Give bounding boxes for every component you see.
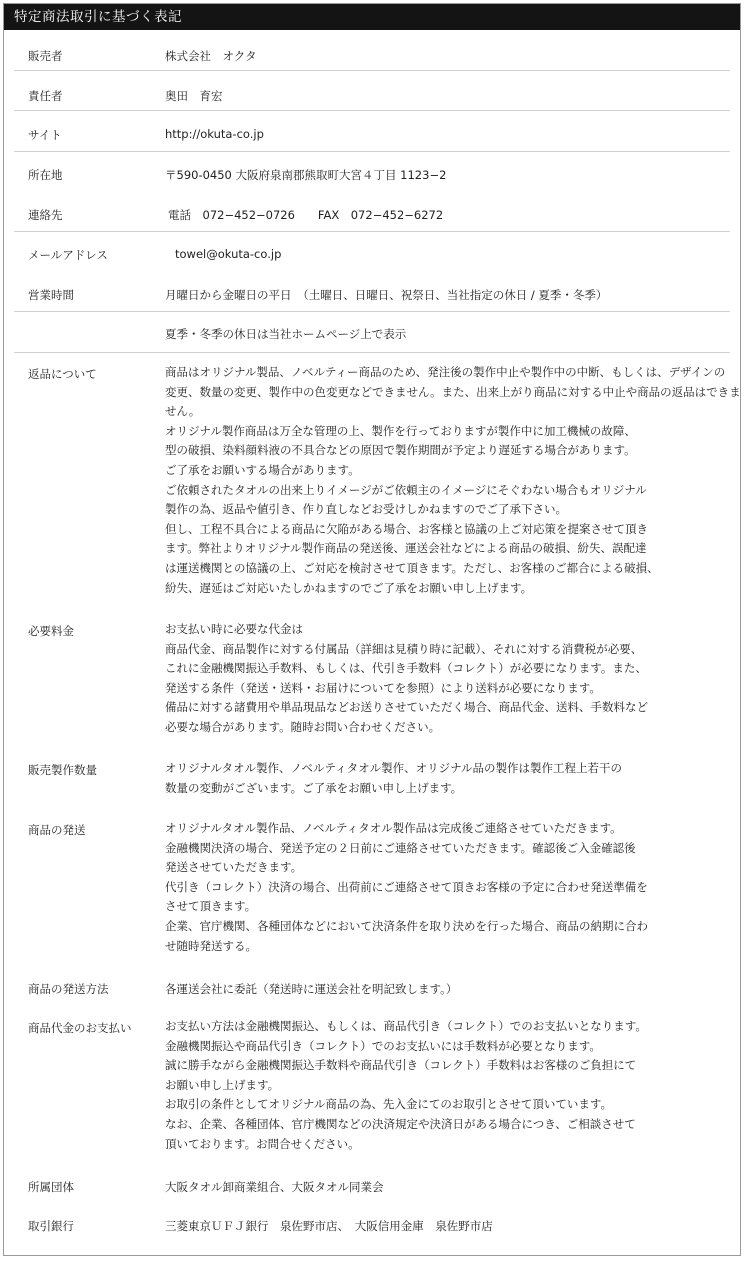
- text-line: お取引の条件としてオリジナル商品の為、先入金にてのお取引とさせて頂いています。: [165, 1097, 613, 1112]
- quantity-text: [165, 759, 622, 798]
- row-label: 連絡先: [28, 208, 63, 222]
- site-link[interactable]: http://okuta-co.jp: [165, 127, 264, 141]
- fees-text: [165, 620, 648, 738]
- row-value: 月曜日から金曜日の平日 （土曜日、日曜日、祝祭日、当社指定の休日 / 夏季・冬季）: [165, 288, 608, 302]
- text-line: 金融機関決済の場合、発送予定の２日前にご連絡させていただきます。確認後ご入金確認後: [165, 840, 636, 855]
- text-line: 発送させていただきます。: [165, 860, 303, 875]
- row-value: 〒590-0450 大阪府泉南郡熊取町大宮４丁目 1123−2: [165, 168, 447, 182]
- row-label: 所在地: [28, 168, 63, 182]
- row-value: 各運送会社に委託（発送時に運送会社を明記致します。）: [165, 982, 458, 996]
- text-line: お支払い方法は金融機関振込、もしくは、商品代引き（コレクト）でのお支払いとなります。: [165, 1019, 647, 1033]
- payment-text: [165, 1017, 647, 1154]
- text-line: ご依頼されたタオルの出来上りイメージがご依頼主のイメージにそぐわない場合もオリジナル: [165, 482, 647, 497]
- row-value: 株式会社 オクタ: [165, 49, 257, 63]
- text-line: 商品はオリジナル製品、ノベルティー商品のため、発注後の製作中止や製作中の中断、もしくは、デザインの: [165, 365, 726, 379]
- text-line: これに金融機関振込手数料、もしくは、代引き手数料（コレクト）が必要になります。また、: [165, 661, 647, 676]
- text-line: 金融機関振込や商品代引き（コレクト）でのお支払いには手数料が必要となります。: [165, 1038, 601, 1053]
- row-label: 必要料金: [28, 624, 74, 638]
- text-line: お支払い時に必要な代金は: [165, 622, 303, 636]
- text-line: 商品代金、商品製作に対する付属品（詳細は見積り時に記載）、それに対する消費税が必要、: [165, 641, 643, 656]
- row-label: 販売者: [28, 49, 63, 63]
- text-line: 頂いております。お問合せください。: [165, 1136, 360, 1151]
- text-line: 企業、官庁機関、各種団体などにおいて決済条件を取り決めを行った場合、商品の納期に合わ: [165, 918, 648, 933]
- divider: [14, 70, 730, 71]
- text-line: ご了承をお願いする場合があります。: [165, 462, 360, 477]
- row-label: メールアドレス: [28, 248, 108, 262]
- text-line: せん。: [165, 404, 201, 419]
- text-line: 変更、数量の変更、製作中の色変更などできません。また、出来上がり商品に対する中止や商品の返品はできま: [165, 384, 741, 399]
- email-link[interactable]: towel@okuta-co.jp: [175, 247, 282, 261]
- row-label: 販売製作数量: [28, 763, 97, 777]
- text-line: 数量の変動がございます。ご了承をお願い申し上げます。: [165, 780, 463, 795]
- row-label: 責任者: [28, 89, 63, 103]
- divider: [14, 151, 730, 152]
- row-value: 奥田 育宏: [165, 89, 223, 103]
- text-line: オリジナル製作商品は万全な管理の上、製作を行っておりますが製作中に加工機械の故障、: [165, 423, 636, 438]
- text-line: 製作の為、返品や値引き、作り直しなどお受けしかねますのでご了承下さい。: [165, 502, 568, 517]
- returns-text: [165, 363, 741, 598]
- row-label: 商品の発送方法: [28, 982, 109, 996]
- text-line: ます。弊社よりオリジナル製作商品の発送後、運送会社などによる商品の破損、紛失、誤配達: [165, 541, 647, 556]
- row-label: 所属団体: [28, 1180, 74, 1194]
- row-label: サイト: [28, 128, 62, 142]
- text-line: 紛失、遅延はご対応いたしかねますのでご了承をお願い申し上げます。: [165, 580, 533, 595]
- row-label: 商品の発送: [28, 823, 86, 837]
- text-line: せ随時発送する。: [165, 938, 257, 953]
- text-line: なお、企業、各種団体、官庁機関などの決済規定や決済日がある場合につき、ご相談させて: [165, 1116, 636, 1131]
- shipping-text: [165, 819, 648, 956]
- text-line: お願い申し上げます。: [165, 1077, 280, 1092]
- page-title: 特定商法取引に基づく表記: [4, 4, 740, 30]
- divider: [14, 352, 730, 353]
- text-line: 但し、工程不具合による商品に欠陥がある場合、お客様と協議の上ご対応策を提案させて頂き: [165, 521, 648, 536]
- text-line: 備品に対する諸費用や単品現品などお送りさせていただく場合、商品代金、送料、手数料など: [165, 700, 648, 715]
- row-value: 大阪タオル卸商業組合、大阪タオル同業会: [165, 1180, 384, 1194]
- row-value: 三菱東京ＵＦＪ銀行 泉佐野市店、 大阪信用金庫 泉佐野市店: [165, 1219, 493, 1233]
- row-label: 商品代金のお支払い: [28, 1021, 132, 1035]
- text-line: 型の破損、染料顔料液の不具合などの原因で製作期間が予定より遅延する場合があります。: [165, 443, 636, 458]
- text-line: 必要な場合があります。随時お問い合わせください。: [165, 719, 441, 734]
- text-line: 発送する条件（発送・送料・お届けについてを参照）により送料が必要になります。: [165, 680, 601, 695]
- row-label: 返品について: [28, 367, 97, 381]
- text-line: 誠に勝手ながら金融機関振込手数料や商品代引き（コレクト）手数料はお客様のご負担にて: [165, 1058, 637, 1073]
- row-value: 電話 072−452−0726 FAX 072−452−6272: [168, 208, 444, 222]
- divider: [14, 311, 730, 312]
- text-line: オリジナルタオル製作品、ノベルティタオル製作品は完成後ご連絡させていただきます。: [165, 821, 622, 835]
- text-line: は運送機関との協議の上、ご対応を検討させて頂きます。ただし、お客様のご都合による破損、: [165, 560, 659, 575]
- row-value: 夏季・冬季の休日は当社ホームページ上で表示: [165, 327, 407, 341]
- text-line: させて頂きます。: [165, 899, 257, 914]
- divider: [14, 110, 730, 111]
- row-label: 取引銀行: [28, 1219, 74, 1233]
- row-label: 営業時間: [28, 288, 74, 302]
- legal-notice-panel: [3, 3, 741, 1256]
- text-line: 代引き（コレクト）決済の場合、出荷前にご連絡させて頂きお客様の予定に合わせ発送準備を: [165, 879, 648, 894]
- divider: [14, 231, 730, 232]
- text-line: オリジナルタオル製作、ノベルティタオル製作、オリジナル品の製作は製作工程上若干の: [165, 761, 623, 775]
